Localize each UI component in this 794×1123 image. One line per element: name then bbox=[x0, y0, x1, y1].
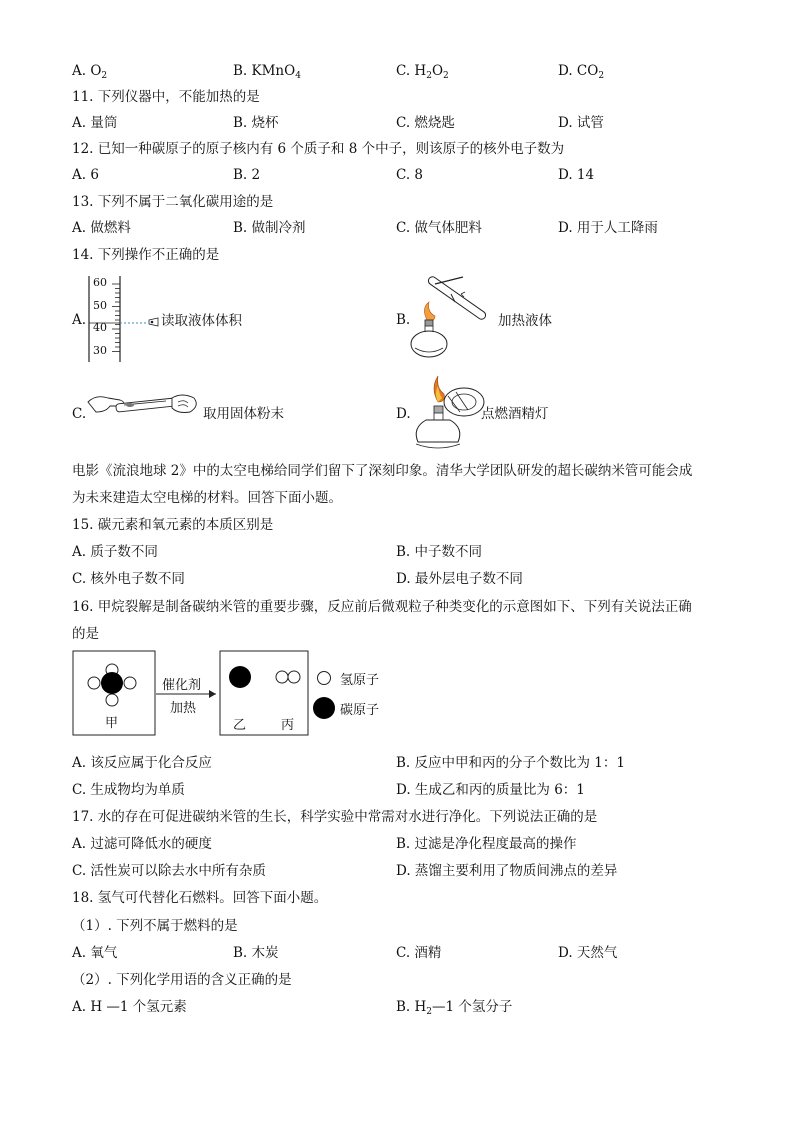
q13-option-c: C. 做气体肥料 bbox=[396, 220, 482, 236]
q11-option-a: A. 量筒 bbox=[72, 115, 118, 131]
q16-stem-line-2: 的是 bbox=[72, 626, 99, 642]
q17-stem: 17. 水的存在可促进碳纳米管的生长，科学实验中常需对水进行净化。下列说法正确的是 bbox=[72, 809, 598, 825]
methane-c bbox=[101, 672, 123, 694]
q16-stem-line-1: 16. 甲烷裂解是制备碳纳米管的重要步骤，反应前后微观粒子种类变化的示意图如下、下列有关说法正确 bbox=[72, 599, 692, 615]
q18-part1-stem: （1）. 下列不属于燃料的是 bbox=[72, 918, 238, 934]
q12-option-b: B. 2 bbox=[233, 167, 261, 183]
q10-option-b: B. KMnO$_4$ bbox=[233, 63, 301, 81]
graduated-cylinder-figure bbox=[86, 272, 166, 364]
q14-stem: 14. 下列操作不正确的是 bbox=[72, 247, 220, 263]
q11-option-c: C. 燃烧匙 bbox=[396, 115, 455, 131]
q18-part2-option-b: B. $H_2—1$ 个氢分子 bbox=[396, 999, 513, 1017]
q12-option-a: A. 6 bbox=[72, 167, 99, 183]
alcohol-lamp-figure bbox=[404, 372, 490, 454]
label-bing: 丙 bbox=[281, 718, 295, 733]
q18-part1-option-c: C. 酒精 bbox=[396, 945, 442, 961]
q17-option-c: C. 活性炭可以除去水中所有杂质 bbox=[72, 863, 266, 879]
q15-option-c: C. 核外电子数不同 bbox=[72, 571, 185, 587]
q14-option-d-caption: 点燃酒精灯 bbox=[481, 406, 549, 422]
label-catalyst: 催化剂 bbox=[162, 678, 202, 693]
q18-part2-stem: （2）. 下列化学用语的含义正确的是 bbox=[72, 972, 292, 988]
heating-liquid-figure bbox=[405, 272, 505, 364]
q13-option-d: D. 用于人工降雨 bbox=[558, 220, 658, 236]
legend-hydrogen-icon bbox=[318, 672, 331, 685]
methane-h-left bbox=[88, 677, 100, 689]
eye-icon bbox=[149, 318, 158, 326]
solid-powder-figure bbox=[86, 390, 204, 424]
q17-option-a: A. 过滤可降低水的硬度 bbox=[72, 836, 212, 852]
q10-option-c: C. $H_2O_2$ bbox=[396, 63, 449, 81]
solid-powder-svg bbox=[86, 390, 204, 424]
q16-option-b: B. 反应中甲和丙的分子个数比为 1：1 bbox=[396, 755, 625, 771]
q13-stem: 13. 下列不属于二氧化碳用途的是 bbox=[72, 194, 274, 210]
product-carbon-atom bbox=[229, 666, 251, 688]
label-heat: 加热 bbox=[170, 701, 197, 716]
q12-option-d: D. 14 bbox=[558, 167, 595, 183]
q14-option-c-label: C. bbox=[72, 406, 87, 422]
q15-option-d: D. 最外层电子数不同 bbox=[396, 571, 523, 587]
passage-line-1: 电影《流浪地球 2》中的太空电梯给同学们留下了深刻印象。清华大学团队研发的超长碳纳米管可能会成 bbox=[72, 463, 693, 479]
q16-option-d: D. 生成乙和丙的质量比为 6：1 bbox=[396, 782, 585, 798]
cylinder-tick-60: 60 bbox=[93, 276, 107, 289]
heating-liquid-svg bbox=[405, 272, 505, 364]
cylinder-tick-30: 30 bbox=[93, 344, 107, 357]
product-h2-atom-1 bbox=[276, 671, 288, 683]
q11-option-b: B. 烧杯 bbox=[233, 115, 279, 131]
q17-option-b: B. 过滤是净化程度最高的操作 bbox=[396, 836, 577, 852]
q16-option-c: C. 生成物均为单质 bbox=[72, 782, 185, 798]
q13-option-b: B. 做制冷剂 bbox=[233, 220, 306, 236]
product-h2-atom-2 bbox=[288, 671, 300, 683]
legend-carbon-icon bbox=[313, 697, 335, 719]
alcohol-lamp-svg bbox=[404, 372, 490, 454]
q11-stem: 11. 下列仪器中，不能加热的是 bbox=[72, 89, 260, 105]
methane-h-right bbox=[124, 677, 136, 689]
q15-stem: 15. 碳元素和氧元素的本质区别是 bbox=[72, 517, 274, 533]
q15-option-a: A. 质子数不同 bbox=[72, 544, 158, 560]
q14-option-a-label: A. bbox=[72, 312, 87, 328]
q14-option-b-caption: 加热液体 bbox=[498, 313, 552, 329]
q14-option-d-label: D. bbox=[396, 406, 411, 422]
label-jia: 甲 bbox=[105, 716, 119, 731]
q18-part2-option-a: A. H —1 个氢元素 bbox=[72, 999, 187, 1015]
q17-option-d: D. 蒸馏主要利用了物质间沸点的差异 bbox=[396, 863, 618, 879]
passage-line-2: 为未来建造太空电梯的材料。回答下面小题。 bbox=[72, 490, 342, 506]
q18-part1-option-a: A. 氧气 bbox=[72, 945, 118, 961]
q16-option-a: A. 该反应属于化合反应 bbox=[72, 755, 212, 771]
q13-option-a: A. 做燃料 bbox=[72, 220, 131, 236]
q18-stem: 18. 氢气可代替化石燃料。回答下面小题。 bbox=[72, 890, 328, 906]
q14-option-b-label: B. bbox=[396, 312, 411, 328]
legend-hydrogen-label: 氢原子 bbox=[340, 673, 380, 688]
q14-option-a-caption: 读取液体体积 bbox=[161, 313, 242, 329]
cylinder-tick-50: 50 bbox=[93, 299, 107, 312]
reaction-diagram bbox=[72, 650, 392, 740]
methane-h-bottom bbox=[106, 694, 118, 706]
q12-option-c: C. 8 bbox=[396, 167, 424, 183]
q11-option-d: D. 试管 bbox=[558, 115, 604, 131]
label-yi: 乙 bbox=[233, 718, 247, 733]
q10-option-a: A. $O_2$ bbox=[72, 63, 108, 81]
q12-stem: 12. 已知一种碳原子的原子核内有 6 个质子和 8 个中子，则该原子的核外电子数为 bbox=[72, 141, 565, 157]
reaction-diagram-svg bbox=[72, 650, 392, 740]
q18-part1-option-d: D. 天然气 bbox=[558, 945, 618, 961]
q18-part1-option-b: B. 木炭 bbox=[233, 945, 279, 961]
q10-option-d: D. $CO_2$ bbox=[558, 63, 605, 81]
legend-carbon-label: 碳原子 bbox=[340, 703, 380, 718]
q14-option-c-caption: 取用固体粉末 bbox=[203, 406, 284, 422]
cylinder-tick-40: 40 bbox=[93, 321, 107, 334]
q15-option-b: B. 中子数不同 bbox=[396, 544, 483, 560]
